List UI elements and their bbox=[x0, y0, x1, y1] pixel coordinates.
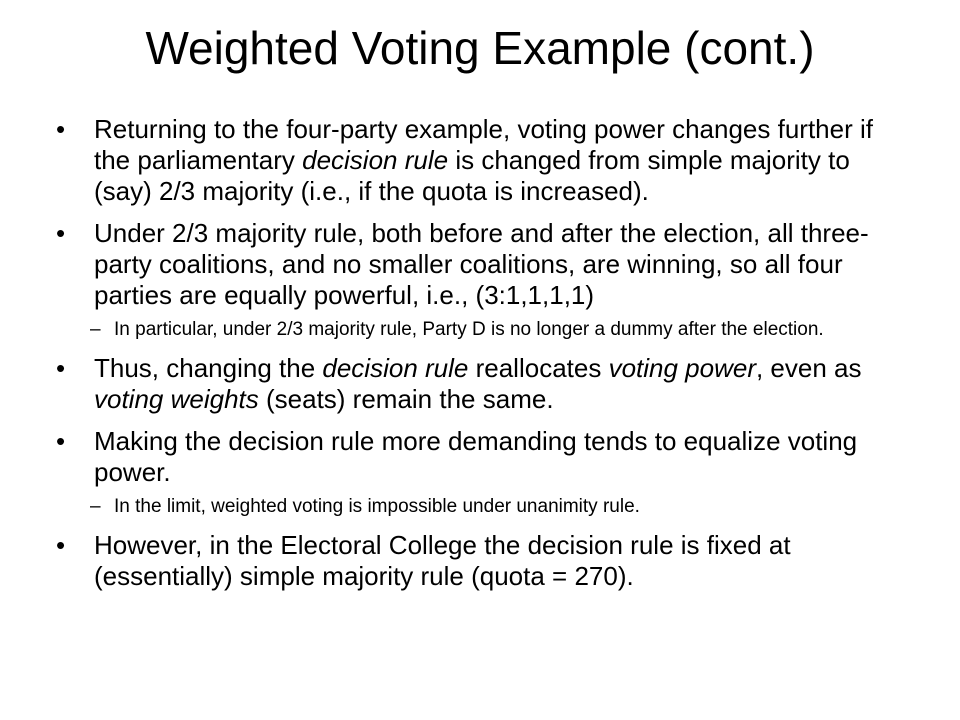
bullet-text bbox=[94, 353, 862, 414]
text-run: Returning to the four-party example, voting power changes further if the parliamentary bbox=[94, 114, 873, 175]
dash-icon: – bbox=[90, 319, 101, 340]
bullet-item bbox=[56, 426, 912, 488]
text-run: (seats) remain the same. bbox=[258, 384, 554, 414]
bullet-item bbox=[56, 218, 912, 311]
sub-bullet-text: In particular, under 2/3 majority rule, Party D is no longer a dummy after the election. bbox=[114, 319, 824, 340]
italic-term: decision rule bbox=[302, 145, 449, 175]
text-run: reallocates bbox=[468, 353, 609, 383]
bullet-icon: • bbox=[56, 353, 66, 383]
italic-term: decision rule bbox=[322, 353, 469, 383]
italic-term: voting weights bbox=[94, 384, 259, 414]
text-run: Thus, changing the bbox=[94, 353, 323, 383]
bullet-icon: • bbox=[56, 114, 66, 144]
text-run: , even as bbox=[755, 353, 862, 383]
bullet-text: Under 2/3 majority rule, both before and after the election, all three-party coalitions, and no smaller coalitions, are winning, so all four parties are equally powerful, i.e., (3:1,1,1,1) bbox=[94, 218, 869, 310]
bullet-text: Making the decision rule more demanding tends to equalize voting power. bbox=[94, 426, 858, 487]
text-run: is changed from simple majority to (say) 2/3 majority (i.e., if the quota is increased). bbox=[94, 145, 850, 206]
bullet-icon: • bbox=[56, 218, 66, 248]
sub-bullet-item bbox=[56, 319, 912, 341]
bullet-item bbox=[56, 530, 912, 592]
bullet-text: However, in the Electoral College the decision rule is fixed at (essentially) simple majority rule (quota = 270). bbox=[94, 530, 791, 591]
dash-icon: – bbox=[90, 496, 101, 517]
bullet-item bbox=[56, 114, 912, 207]
bullet-text bbox=[94, 114, 873, 206]
slide-title: Weighted Voting Example (cont.) bbox=[145, 22, 815, 74]
bullet-icon: • bbox=[56, 530, 66, 560]
sub-bullet-item bbox=[56, 496, 912, 518]
sub-bullet-text: In the limit, weighted voting is impossible under unanimity rule. bbox=[114, 496, 640, 517]
italic-term: voting power bbox=[608, 353, 756, 383]
bullet-icon: • bbox=[56, 426, 66, 456]
bullet-item bbox=[56, 353, 912, 415]
slide-body bbox=[56, 114, 912, 603]
